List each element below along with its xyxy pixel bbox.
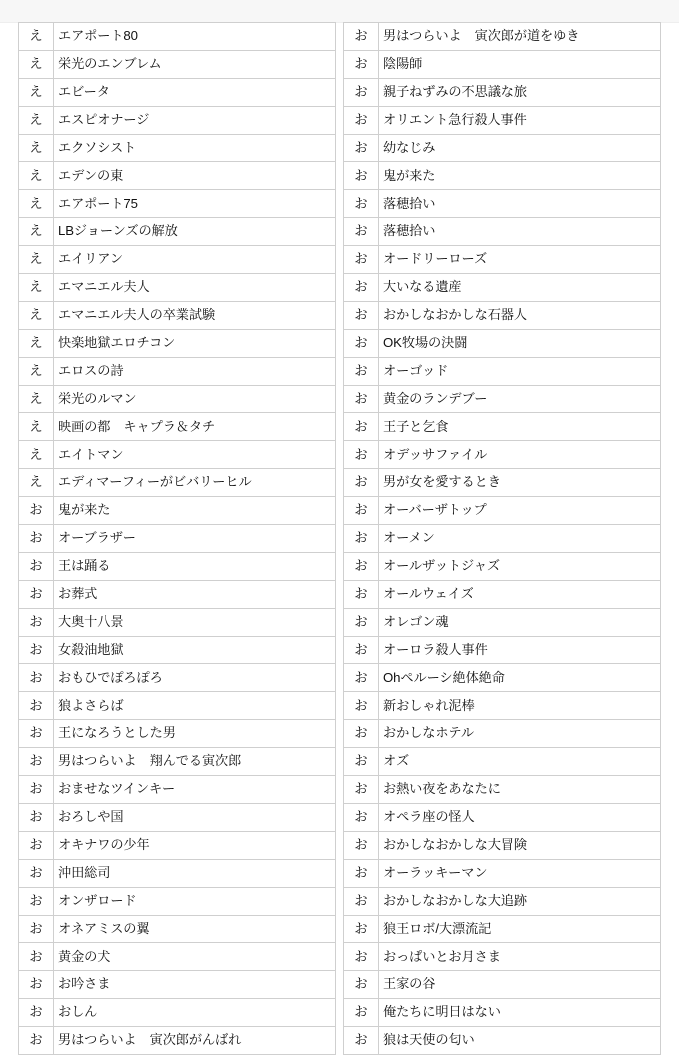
row-title-cell: 落穂拾い [379,190,661,218]
table-row [19,162,336,190]
row-title-cell: 新おしゃれ泥棒 [379,692,661,720]
table-row [344,887,661,915]
row-kana-cell: お [19,943,54,971]
row-title-cell: お熱い夜をあなたに [379,776,661,804]
row-title-cell: おかしなおかしな石器人 [379,301,661,329]
table-row [344,190,661,218]
row-title-cell: 男はつらいよ 翔んでる寅次郎 [54,748,336,776]
row-kana-cell: お [19,552,54,580]
row-title-cell: 狼王ロボ/大漂流記 [379,915,661,943]
row-title-cell: おっぱいとお月さま [379,943,661,971]
row-kana-cell: お [19,803,54,831]
row-kana-cell: え [19,329,54,357]
row-kana-cell: お [19,776,54,804]
table-row [19,23,336,51]
table-row [19,608,336,636]
table-row [344,357,661,385]
row-kana-cell: お [344,887,379,915]
row-kana-cell: お [344,469,379,497]
table-row [344,636,661,664]
row-title-cell: エイトマン [54,441,336,469]
table-row [344,274,661,302]
row-title-cell: 陰陽師 [379,50,661,78]
row-kana-cell: お [19,692,54,720]
table-row [19,776,336,804]
row-title-cell: 男はつらいよ 寅次郎がんばれ [54,1027,336,1055]
row-title-cell: おかしなおかしな大冒険 [379,831,661,859]
row-title-cell: おかしなホテル [379,720,661,748]
table-row [19,274,336,302]
row-title-cell: 鬼が来た [379,162,661,190]
table-row [19,720,336,748]
row-title-cell: オーメン [379,525,661,553]
row-kana-cell: え [19,413,54,441]
row-kana-cell: え [19,385,54,413]
row-kana-cell: お [344,971,379,999]
row-kana-cell: お [344,23,379,51]
page-top-strip [0,0,679,23]
row-kana-cell: え [19,218,54,246]
row-title-cell: Ohペルーシ絶体絶命 [379,664,661,692]
table-row [19,218,336,246]
row-kana-cell: え [19,50,54,78]
row-title-cell: エクソシスト [54,134,336,162]
table-row [344,971,661,999]
row-title-cell: エマニエル夫人 [54,274,336,302]
table-row [19,748,336,776]
table-row [19,525,336,553]
table-row [344,999,661,1027]
row-title-cell: オデッサファイル [379,441,661,469]
table-row [344,803,661,831]
row-kana-cell: お [344,525,379,553]
table-row [344,50,661,78]
table-row [19,831,336,859]
table-row [344,106,661,134]
row-title-cell: エビータ [54,78,336,106]
table-row [344,525,661,553]
row-kana-cell: お [344,301,379,329]
row-title-cell: エスピオナージ [54,106,336,134]
table-row [344,162,661,190]
title-table-right-body [344,23,661,1055]
row-kana-cell: お [19,999,54,1027]
row-kana-cell: お [344,274,379,302]
row-title-cell: オンザロード [54,887,336,915]
row-title-cell: 栄光のルマン [54,385,336,413]
row-title-cell: おませなツインキー [54,776,336,804]
row-title-cell: オキナワの少年 [54,831,336,859]
row-title-cell: オレゴン魂 [379,608,661,636]
table-row [344,1027,661,1055]
table-row [344,246,661,274]
row-title-cell: 王子と乞食 [379,413,661,441]
row-title-cell: オーラッキーマン [379,859,661,887]
row-kana-cell: お [344,106,379,134]
title-table-left [18,22,336,1055]
row-title-cell: おもひでぽろぽろ [54,664,336,692]
row-title-cell: 狼は天使の匂い [379,1027,661,1055]
row-kana-cell: お [19,608,54,636]
row-kana-cell: え [19,469,54,497]
row-kana-cell: お [344,636,379,664]
row-title-cell: オーロラ殺人事件 [379,636,661,664]
table-row [19,329,336,357]
table-row [19,50,336,78]
row-kana-cell: お [344,580,379,608]
row-kana-cell: お [344,413,379,441]
table-row [19,134,336,162]
table-row [344,552,661,580]
table-row [19,497,336,525]
row-title-cell: OK牧場の決闘 [379,329,661,357]
table-row [19,469,336,497]
row-kana-cell: お [344,1027,379,1055]
row-kana-cell: え [19,23,54,51]
row-kana-cell: お [344,803,379,831]
row-title-cell: オズ [379,748,661,776]
row-title-cell: 親子ねずみの不思議な旅 [379,78,661,106]
row-kana-cell: お [19,748,54,776]
table-row [19,106,336,134]
row-kana-cell: お [19,971,54,999]
table-row [19,915,336,943]
row-kana-cell: お [19,915,54,943]
row-title-cell: おしん [54,999,336,1027]
table-row [19,999,336,1027]
row-kana-cell: お [344,859,379,887]
table-row [19,1027,336,1055]
row-title-cell: 俺たちに明日はない [379,999,661,1027]
table-row [19,441,336,469]
row-title-cell: 王家の谷 [379,971,661,999]
row-title-cell: お吟さま [54,971,336,999]
row-kana-cell: お [344,915,379,943]
row-kana-cell: お [19,664,54,692]
row-title-cell: 男が女を愛するとき [379,469,661,497]
row-kana-cell: え [19,134,54,162]
row-kana-cell: お [344,692,379,720]
row-title-cell: オーバーザトップ [379,497,661,525]
row-title-cell: エイリアン [54,246,336,274]
table-row [344,78,661,106]
row-kana-cell: え [19,162,54,190]
row-kana-cell: お [344,720,379,748]
table-row [344,385,661,413]
row-title-cell: オードリーローズ [379,246,661,274]
row-title-cell: オリエント急行殺人事件 [379,106,661,134]
row-kana-cell: お [344,943,379,971]
row-title-cell: 幼なじみ [379,134,661,162]
row-kana-cell: お [344,385,379,413]
row-kana-cell: お [344,190,379,218]
row-kana-cell: え [19,274,54,302]
row-title-cell: 栄光のエンブレム [54,50,336,78]
row-title-cell: 鬼が来た [54,497,336,525]
table-row [344,469,661,497]
row-title-cell: 映画の都 キャプラ＆タチ [54,413,336,441]
table-row [344,23,661,51]
table-row [19,385,336,413]
table-row [344,580,661,608]
table-row [344,776,661,804]
table-row [19,552,336,580]
table-row [19,692,336,720]
row-title-cell: エロスの詩 [54,357,336,385]
table-row [19,246,336,274]
row-kana-cell: お [344,218,379,246]
table-row [19,580,336,608]
row-kana-cell: お [19,636,54,664]
table-row [344,497,661,525]
row-kana-cell: お [344,999,379,1027]
row-kana-cell: お [344,831,379,859]
row-title-cell: 大奥十八景 [54,608,336,636]
row-kana-cell: お [344,246,379,274]
table-row [19,803,336,831]
title-table-left-body [19,23,336,1055]
table-row [344,301,661,329]
table-row [19,413,336,441]
row-kana-cell: お [344,748,379,776]
two-column-layout [0,22,679,1055]
row-kana-cell: え [19,246,54,274]
row-kana-cell: お [19,831,54,859]
table-row [344,720,661,748]
row-title-cell: エアポート80 [54,23,336,51]
row-title-cell: エデンの東 [54,162,336,190]
table-row [344,608,661,636]
row-kana-cell: お [19,887,54,915]
row-kana-cell: お [344,162,379,190]
table-row [19,943,336,971]
row-title-cell: お葬式 [54,580,336,608]
row-kana-cell: お [344,776,379,804]
row-title-cell: オールザットジャズ [379,552,661,580]
table-row [344,134,661,162]
table-row [344,692,661,720]
row-title-cell: オーゴッド [379,357,661,385]
row-kana-cell: お [19,580,54,608]
row-kana-cell: お [344,497,379,525]
row-kana-cell: え [19,301,54,329]
row-kana-cell: お [344,329,379,357]
row-title-cell: オペラ座の怪人 [379,803,661,831]
table-row [19,190,336,218]
row-kana-cell: お [344,608,379,636]
table-row [19,859,336,887]
title-table-right [343,22,661,1055]
row-title-cell: オネアミスの翼 [54,915,336,943]
row-title-cell: 快楽地獄エロチコン [54,329,336,357]
table-row [19,301,336,329]
table-row [19,357,336,385]
row-kana-cell: え [19,441,54,469]
row-title-cell: 落穂拾い [379,218,661,246]
row-title-cell: 王になろうとした男 [54,720,336,748]
table-row [344,859,661,887]
row-title-cell: エアポート75 [54,190,336,218]
row-kana-cell: お [344,50,379,78]
row-kana-cell: お [19,525,54,553]
row-kana-cell: え [19,357,54,385]
table-row [344,413,661,441]
row-title-cell: エディマーフィーがビバリーヒル [54,469,336,497]
left-column [18,22,336,1055]
row-title-cell: 沖田総司 [54,859,336,887]
row-title-cell: LBジョーンズの解放 [54,218,336,246]
row-title-cell: 女殺油地獄 [54,636,336,664]
row-kana-cell: え [19,78,54,106]
row-kana-cell: お [344,552,379,580]
table-row [344,664,661,692]
row-kana-cell: え [19,106,54,134]
row-title-cell: 黄金の犬 [54,943,336,971]
row-kana-cell: お [344,357,379,385]
row-kana-cell: お [344,441,379,469]
row-title-cell: エマニエル夫人の卒業試験 [54,301,336,329]
row-title-cell: おかしなおかしな大追跡 [379,887,661,915]
table-row [344,218,661,246]
table-row [344,329,661,357]
row-kana-cell: お [19,497,54,525]
table-row [19,887,336,915]
table-row [344,441,661,469]
table-row [344,915,661,943]
table-row [19,971,336,999]
row-title-cell: 大いなる遺産 [379,274,661,302]
row-title-cell: おろしや国 [54,803,336,831]
right-column [343,22,661,1055]
table-row [19,664,336,692]
row-title-cell: 黄金のランデブー [379,385,661,413]
row-kana-cell: お [19,720,54,748]
row-kana-cell: お [344,78,379,106]
table-row [19,78,336,106]
row-kana-cell: お [344,664,379,692]
table-row [344,943,661,971]
row-kana-cell: お [19,859,54,887]
table-row [19,636,336,664]
row-title-cell: 王は踊る [54,552,336,580]
row-title-cell: オーブラザー [54,525,336,553]
row-kana-cell: お [344,134,379,162]
table-row [344,831,661,859]
row-title-cell: 狼よさらば [54,692,336,720]
table-row [344,748,661,776]
row-kana-cell: え [19,190,54,218]
row-title-cell: 男はつらいよ 寅次郎が道をゆき [379,23,661,51]
row-title-cell: オールウェイズ [379,580,661,608]
row-kana-cell: お [19,1027,54,1055]
